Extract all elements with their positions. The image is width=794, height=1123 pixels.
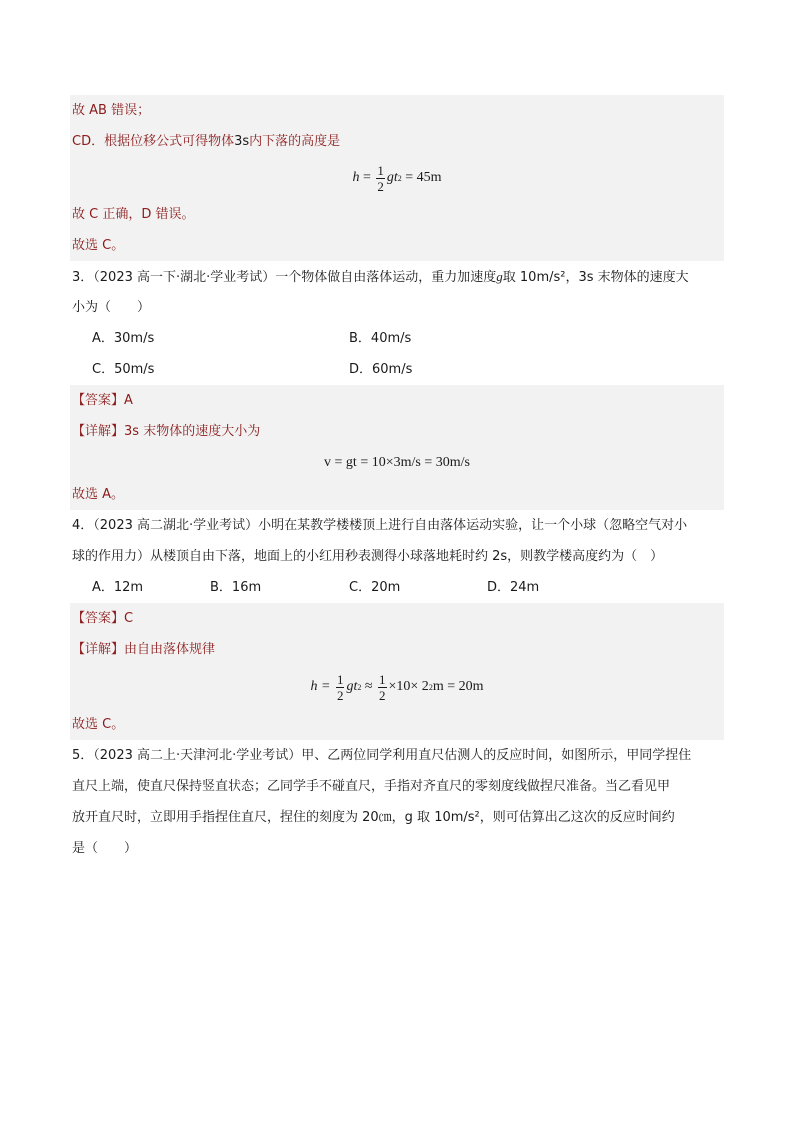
solution-line: 故选 C。 <box>72 238 125 253</box>
options-row <box>70 323 724 354</box>
question-stem: 5．（2023 高二上·天津河北·学业考试）甲、乙两位同学利用直尺估测人的反应时间，如图所示，甲同学捏住 <box>72 748 692 763</box>
option-a[interactable]: A．12m <box>92 580 144 595</box>
question-stem: 球的作用力）从楼顶自由下落，地面上的小红用秒表测得小球落地耗时约 2s，则教学楼高度约为（ ） <box>72 549 664 564</box>
document-page <box>70 95 724 864</box>
velocity-formula: v = gt = 10×3m/s = 30m/s <box>324 455 470 470</box>
options-row <box>70 354 724 385</box>
solution-line: 故 AB 错误； <box>72 103 151 118</box>
answer-line: 【答案】C <box>72 611 134 626</box>
fraction: $\frac{1}{2}$ <box>379 671 386 703</box>
question-5 <box>70 740 724 864</box>
options-row <box>70 572 724 603</box>
height-formula: h = $\frac{1}{2}$ gt 2 ≈ $\frac{1}{2}$ ×10× 2 2 m = 20m <box>310 671 484 703</box>
option-b[interactable]: B．16m <box>210 580 262 595</box>
conclusion-line: 故选 A。 <box>72 487 125 502</box>
question-stem: 放开直尺时，立即用手指捏住直尺，捏住的刻度为 20㎝，g 取 10m/s²，则可估算出乙这次的反应时间约 <box>72 810 675 825</box>
option-d[interactable]: D．24m <box>487 580 540 595</box>
option-c[interactable]: C．50m/s <box>92 362 155 377</box>
solution-line: 故 C 正确，D 错误。 <box>72 207 195 222</box>
solution-line: CD．根据位移公式可得物体3s内下落的高度是 <box>72 134 341 149</box>
detail-line: 【详解】由自由落体规律 <box>72 642 216 657</box>
conclusion-line: 故选 C。 <box>72 717 125 732</box>
question-stem: 是（ ） <box>72 841 138 856</box>
answer-block-3 <box>70 385 724 510</box>
option-a[interactable]: A．30m/s <box>92 331 155 346</box>
question-4 <box>70 510 724 603</box>
question-stem: 小为（ ） <box>72 300 151 315</box>
answer-line: 【答案】A <box>72 393 133 408</box>
option-d[interactable]: D．60m/s <box>349 362 413 377</box>
question-3 <box>70 261 724 385</box>
answer-block-4 <box>70 603 724 740</box>
fraction: $\frac{1}{2}$ <box>377 162 384 194</box>
previous-solution-block <box>70 95 724 261</box>
fraction: $\frac{1}{2}$ <box>336 671 344 703</box>
question-stem: 3．（2023 高一下·湖北·学业考试）一个物体做自由落体运动，重力加速度g取 10m/s²，3s 末物体的速度大 <box>72 269 689 285</box>
question-stem: 直尺上端，使直尺保持竖直状态；乙同学手不碰直尺，手指对齐直尺的零刻度线做捏尺准备。当乙看见甲 <box>72 779 671 794</box>
height-formula: h = $\frac{1}{2}$ gt 2 = 45m <box>352 162 442 194</box>
option-c[interactable]: C．20m <box>349 580 401 595</box>
option-b[interactable]: B．40m/s <box>349 331 412 346</box>
question-stem: 4．（2023 高二湖北·学业考试）小明在某教学楼楼顶上进行自由落体运动实验，让一个小球（忽略空气对小 <box>72 518 688 533</box>
detail-line: 【详解】3s 末物体的速度大小为 <box>72 424 261 439</box>
